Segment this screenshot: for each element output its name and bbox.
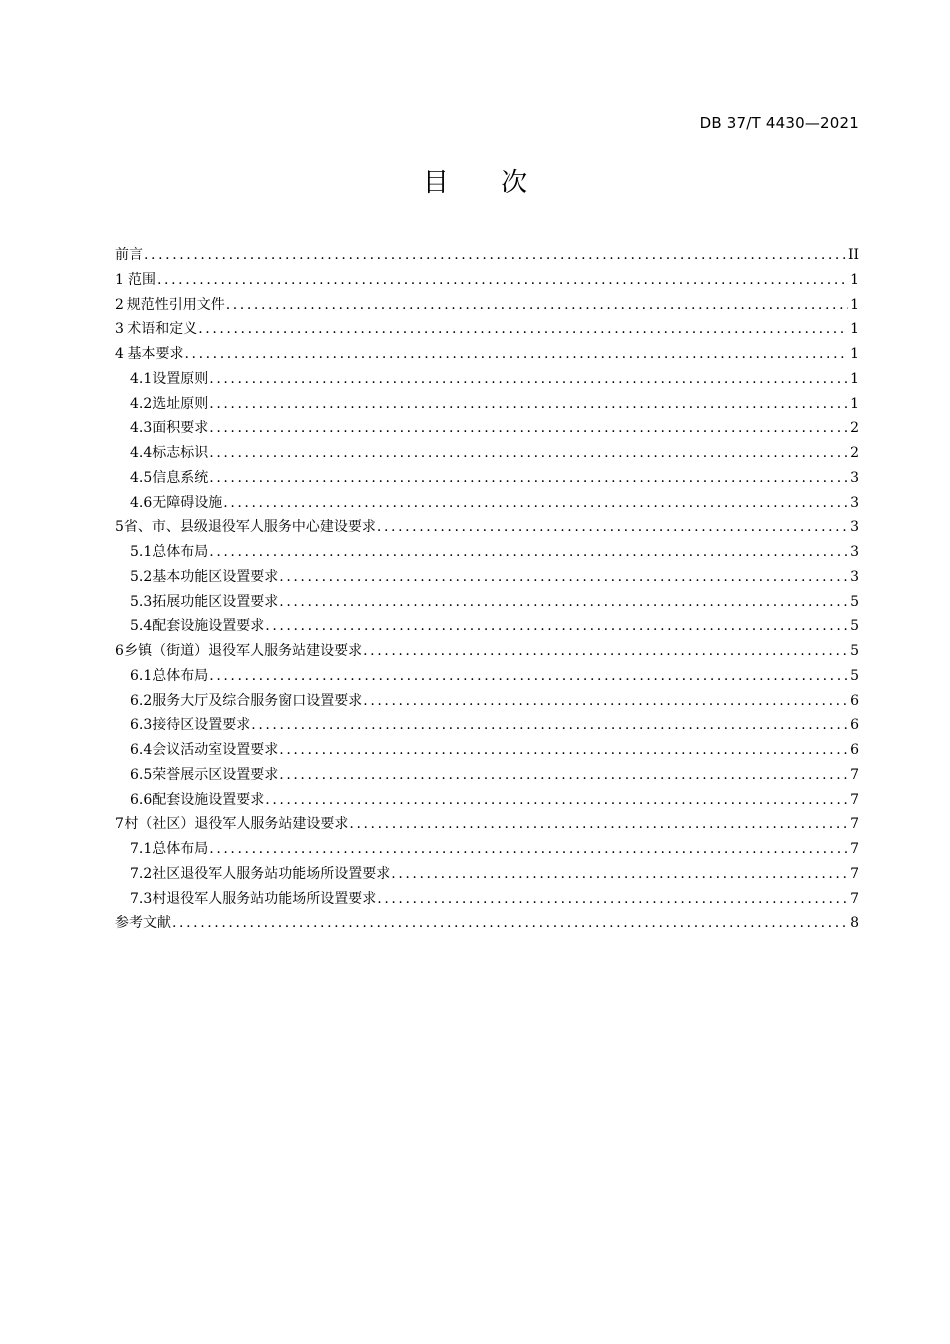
toc-entry[interactable]: [115, 837, 859, 862]
toc-entry-page: 1: [850, 321, 859, 338]
toc-entry-page: 2: [850, 420, 859, 437]
toc-dot-leader: [377, 887, 848, 912]
toc-entry-label: 前言: [115, 247, 143, 263]
toc-entry-number: 4.4: [130, 445, 153, 461]
toc-dot-leader: [157, 268, 848, 293]
toc-entry-page: II: [847, 247, 859, 263]
toc-entry-label: 村退役军人服务站功能场所设置要求: [152, 890, 377, 907]
toc-entry-page: 7: [850, 816, 859, 833]
toc-entry-page: 5: [850, 643, 859, 659]
toc-entry-page: 3: [850, 568, 859, 585]
toc-entry-number: 5.3: [130, 593, 153, 610]
toc-entry-number: 7.3: [130, 890, 153, 907]
toc-entry[interactable]: [115, 664, 859, 689]
toc-entry-page: 3: [850, 494, 859, 511]
toc-entry-number: 6.4: [130, 742, 153, 758]
toc-entry-number: 5: [115, 519, 124, 536]
toc-dot-leader: [144, 243, 846, 268]
toc-entry-number: 1: [115, 271, 124, 288]
toc-entry-page: 2: [850, 445, 859, 461]
toc-entry-label: 总体布局: [152, 841, 209, 857]
toc-entry[interactable]: [115, 590, 859, 615]
toc-entry-page: 1: [850, 271, 859, 288]
toc-entry-number: 6.6: [130, 791, 153, 808]
toc-dot-leader: [209, 837, 848, 862]
toc-dot-leader: [209, 664, 848, 689]
toc-entry-page: 7: [850, 791, 859, 808]
toc-entry[interactable]: [115, 763, 859, 788]
toc-entry[interactable]: [115, 614, 859, 639]
toc-entry[interactable]: [115, 491, 859, 516]
toc-entry-number: 4.5: [130, 469, 153, 486]
table-of-contents: [115, 243, 859, 936]
toc-entry-page: 5: [850, 618, 859, 635]
toc-entry[interactable]: [115, 392, 859, 417]
toc-entry-page: 1: [850, 395, 859, 412]
toc-entry-label: 无障碍设施: [152, 494, 223, 511]
toc-entry-page: 3: [850, 544, 859, 560]
toc-entry-page: 7: [850, 890, 859, 907]
toc-entry[interactable]: [115, 243, 859, 268]
toc-entry-label: 配套设施设置要求: [152, 791, 265, 808]
toc-entry-label: 基本要求: [127, 346, 184, 362]
toc-entry-label: 选址原则: [152, 395, 209, 412]
toc-entry[interactable]: [115, 268, 859, 293]
toc-dot-leader: [391, 862, 848, 887]
toc-entry-page: 3: [850, 519, 859, 536]
toc-dot-leader: [223, 491, 848, 516]
toc-entry-label: 基本功能区设置要求: [152, 568, 279, 585]
toc-entry-label: 接待区设置要求: [152, 717, 251, 734]
toc-dot-leader: [349, 812, 848, 837]
toc-entry-number: 4.6: [130, 494, 153, 511]
toc-entry-page: 1: [850, 346, 859, 362]
toc-dot-leader: [363, 689, 848, 714]
toc-entry-label: 拓展功能区设置要求: [152, 593, 279, 610]
toc-dot-leader: [279, 590, 848, 615]
toc-entry-page: 6: [850, 692, 859, 709]
toc-entry[interactable]: [115, 788, 859, 813]
toc-entry-label: 总体布局: [152, 667, 209, 684]
toc-entry-page: 8: [850, 915, 859, 932]
toc-entry[interactable]: [115, 812, 859, 837]
toc-entry-number: 7.2: [130, 865, 153, 882]
toc-entry-page: 7: [850, 865, 859, 882]
toc-dot-leader: [184, 342, 848, 367]
toc-entry-number: 6: [115, 643, 124, 659]
toc-entry-label: 村（社区）退役军人服务站建设要求: [124, 816, 349, 833]
toc-dot-leader: [209, 392, 848, 417]
toc-entry-number: 6.5: [130, 766, 153, 783]
toc-entry[interactable]: [115, 862, 859, 887]
toc-entry-number: 5.2: [130, 568, 153, 585]
toc-entry-number: 4.1: [130, 370, 153, 387]
toc-entry-label: 乡镇（街道）退役军人服务站建设要求: [124, 643, 363, 659]
toc-entry-number: 4: [115, 346, 124, 362]
toc-dot-leader: [198, 317, 848, 342]
toc-entry-label: 参考文献: [115, 915, 171, 932]
toc-entry[interactable]: [115, 565, 859, 590]
toc-dot-leader: [279, 738, 848, 763]
toc-dot-leader: [209, 367, 848, 392]
toc-entry-label: 术语和定义: [127, 321, 198, 338]
toc-entry[interactable]: [115, 540, 859, 565]
toc-entry[interactable]: [115, 713, 859, 738]
toc-entry-label: 规范性引用文件: [126, 296, 225, 313]
toc-entry-label: 设置原则: [152, 370, 209, 387]
toc-entry-number: 5.4: [130, 618, 153, 635]
toc-entry-page: 7: [850, 766, 859, 783]
toc-dot-leader: [363, 639, 848, 664]
page-title: 目 次: [422, 168, 550, 198]
toc-entry[interactable]: [115, 342, 859, 367]
toc-entry-page: 1: [850, 296, 859, 313]
toc-entry-label: 总体布局: [152, 544, 209, 560]
toc-dot-leader: [279, 565, 848, 590]
toc-dot-leader: [209, 441, 848, 466]
toc-dot-leader: [209, 540, 848, 565]
toc-entry-number: 2: [115, 296, 124, 313]
toc-entry-page: 5: [850, 593, 859, 610]
toc-entry[interactable]: [115, 317, 859, 342]
toc-entry[interactable]: [115, 293, 859, 318]
toc-dot-leader: [226, 293, 848, 318]
toc-entry[interactable]: [115, 515, 859, 540]
toc-entry-page: 3: [850, 469, 859, 486]
toc-dot-leader: [172, 911, 848, 936]
toc-entry-label: 信息系统: [152, 469, 209, 486]
toc-dot-leader: [279, 763, 848, 788]
toc-entry-page: 1: [850, 370, 859, 387]
toc-dot-leader: [265, 614, 848, 639]
toc-entry[interactable]: [115, 416, 859, 441]
toc-entry-label: 配套设施设置要求: [152, 618, 265, 635]
toc-dot-leader: [209, 416, 848, 441]
toc-entry-number: 4.2: [130, 395, 153, 412]
toc-entry-label: 会议活动室设置要求: [152, 742, 279, 758]
toc-entry-number: 5.1: [130, 544, 153, 560]
toc-entry-label: 服务大厅及综合服务窗口设置要求: [152, 692, 363, 709]
toc-entry[interactable]: [115, 639, 859, 664]
toc-dot-leader: [265, 788, 848, 813]
toc-entry[interactable]: [115, 367, 859, 392]
toc-entry-number: 3: [115, 321, 124, 338]
toc-entry-number: 7: [115, 816, 124, 833]
toc-entry[interactable]: [115, 911, 859, 936]
toc-entry[interactable]: [115, 441, 859, 466]
toc-entry[interactable]: [115, 887, 859, 912]
toc-entry[interactable]: [115, 738, 859, 763]
toc-entry-label: 省、市、县级退役军人服务中心建设要求: [123, 519, 376, 536]
toc-entry[interactable]: [115, 466, 859, 491]
toc-dot-leader: [209, 466, 848, 491]
toc-entry-page: 6: [850, 717, 859, 734]
document-code: DB 37/T 4430—2021: [699, 114, 859, 132]
toc-entry-label: 标志标识: [152, 445, 209, 461]
toc-entry-page: 7: [850, 841, 859, 857]
toc-entry-page: 6: [850, 742, 859, 758]
toc-dot-leader: [251, 713, 848, 738]
toc-entry-number: 6.3: [130, 717, 153, 734]
toc-entry-label: 荣誉展示区设置要求: [152, 766, 279, 783]
toc-entry-number: 4.3: [130, 420, 153, 437]
toc-entry-page: 5: [850, 667, 859, 684]
toc-entry-number: 6.2: [130, 692, 153, 709]
toc-entry-label: 范围: [128, 271, 156, 288]
toc-dot-leader: [377, 515, 848, 540]
toc-entry-label: 社区退役军人服务站功能场所设置要求: [152, 865, 391, 882]
toc-entry-number: 6.1: [130, 667, 153, 684]
toc-entry[interactable]: [115, 689, 859, 714]
toc-entry-number: 7.1: [130, 841, 153, 857]
toc-entry-label: 面积要求: [152, 420, 209, 437]
